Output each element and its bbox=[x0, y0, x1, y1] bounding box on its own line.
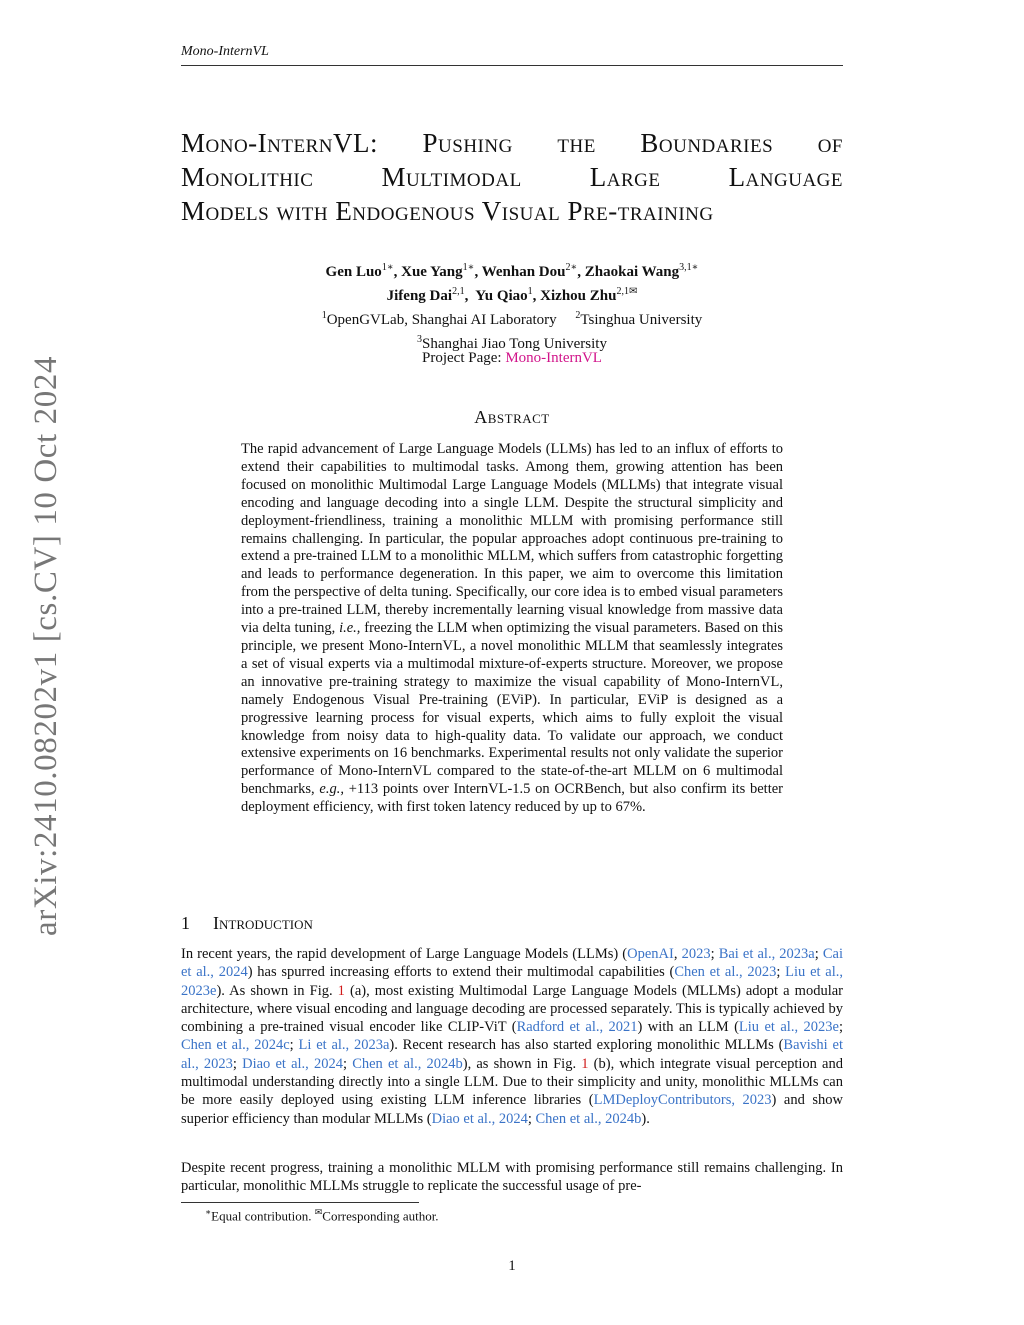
figure-ref-link[interactable]: 1 bbox=[337, 982, 345, 999]
citation-link[interactable]: Chen et al., 2023 bbox=[674, 964, 777, 981]
title-line: Models with Endogenous Visual Pre-training bbox=[181, 196, 714, 226]
footnote-rule bbox=[181, 1202, 419, 1203]
author-affiliation-mark: 3,1∗ bbox=[679, 262, 699, 273]
abstract-emphasis: e.g., bbox=[319, 781, 344, 798]
citation-link[interactable]: Chen et al., 2024b bbox=[352, 1055, 463, 1072]
footnote bbox=[181, 1207, 843, 1224]
paper-title bbox=[181, 126, 843, 228]
citation-link[interactable]: 2023 bbox=[681, 946, 711, 962]
author-affiliation-mark: 1 bbox=[527, 286, 533, 297]
citation-link[interactable]: Chen et al., 2024b bbox=[535, 1110, 642, 1127]
citation-link[interactable]: Cai et al., 2024 bbox=[181, 946, 843, 981]
author-name: Gen Luo bbox=[325, 264, 382, 280]
citation-link[interactable]: Bavishi et al., 2023 bbox=[181, 1037, 843, 1072]
citation-link[interactable]: Liu et al., 2023e bbox=[738, 1019, 839, 1036]
affiliation: Tsinghua University bbox=[580, 312, 703, 328]
footnote-text: Equal contribution. bbox=[211, 1208, 315, 1224]
author-affiliation-mark: 2,1✉ bbox=[616, 286, 638, 297]
abstract-emphasis: i.e., bbox=[339, 620, 361, 637]
footnote-text: Corresponding author. bbox=[322, 1208, 439, 1224]
project-label: Project Page: bbox=[422, 350, 502, 366]
figure-ref-link[interactable]: 1 bbox=[581, 1055, 589, 1072]
affiliation: Shanghai Jiao Tong University bbox=[422, 336, 607, 352]
citation-link[interactable]: Diao et al., 2024 bbox=[431, 1110, 528, 1127]
citation-link[interactable]: Chen et al., 2024c bbox=[181, 1037, 290, 1054]
author-affiliation-mark: 1∗ bbox=[381, 262, 394, 273]
section-title: Introduction bbox=[213, 913, 313, 933]
author-name: Xizhou Zhu bbox=[540, 288, 617, 304]
citation-link[interactable]: Radford et al., 2021 bbox=[516, 1019, 638, 1036]
footnote-mark: ∗ bbox=[205, 1207, 212, 1217]
affiliation-mark: 1 bbox=[321, 310, 327, 321]
header-rule bbox=[181, 65, 843, 66]
affiliation-line-1 bbox=[181, 306, 843, 330]
citation-link[interactable]: Bai et al., 2023a bbox=[718, 946, 815, 962]
citation-link[interactable]: Diao et al., 2024 bbox=[242, 1055, 343, 1072]
section-number: 1 bbox=[181, 913, 190, 933]
author-name: Zhaokai Wang bbox=[584, 264, 680, 280]
arxiv-stamp: arXiv:2410.08202v1 [cs.CV] 10 Oct 2024 bbox=[28, 355, 64, 936]
abstract-segment: freezing the LLM when optimizing the visual parameters. Based on this principle, we present Mono-InternVL, a novel monolithic MLLM that seamlessly integrates a set of visual experts via a multimodal mixture-of-experts structure. Moreover, we propose an innovative pre-training strategy to maximize the visual capability of Mono-InternVL, namely Endogenous Visual Pre-training (EViP). In particular, EViP is designed as a progressive learning process for visual experts, which aims to fully exploit the visual knowledge from noisy data to high-quality data. To validate our approach, we conduct extensive experiments on 16 benchmarks. Experimental results not only validate the superior performance of Mono-InternVL compared to the state-of-the-art MLLM on 6 multimodal benchmarks, bbox=[241, 620, 784, 798]
section-heading-introduction bbox=[181, 913, 843, 934]
abstract-segment: +113 points over InternVL-1.5 on OCRBench, but also confirm its better deployment efficiency, with first token latency reduced by up to 67%. bbox=[241, 781, 784, 816]
citation-link[interactable]: Liu et al., 2023e bbox=[181, 964, 844, 999]
project-page bbox=[181, 350, 843, 367]
author-name: Xue Yang bbox=[401, 264, 463, 280]
author-name: Jifeng Dai bbox=[386, 288, 453, 304]
title-line: Mono-InternVL: Pushing the Boundaries of bbox=[181, 128, 843, 158]
author-name: Yu Qiao bbox=[475, 288, 528, 304]
author-name: Wenhan Dou bbox=[481, 264, 566, 280]
author-affiliation-mark: 1∗ bbox=[462, 262, 475, 273]
citation-link[interactable]: OpenAI bbox=[627, 946, 674, 962]
citation-link[interactable]: Li et al., 2023a bbox=[298, 1037, 390, 1054]
mail-icon: ✉ bbox=[314, 1207, 323, 1217]
affiliation: OpenGVLab, Shanghai AI Laboratory bbox=[326, 312, 557, 328]
author-block bbox=[181, 258, 843, 354]
page-number: 1 bbox=[508, 1258, 516, 1274]
project-link[interactable]: Mono-InternVL bbox=[505, 350, 602, 366]
running-header: Mono-InternVL bbox=[181, 44, 269, 59]
intro-paragraph-2: Despite recent progress, training a monolithic MLLM with promising performance still remains challenging. In particular, monolithic MLLMs struggle to replicate the successful usage of pre- bbox=[181, 1160, 843, 1195]
intro-paragraph-1: In recent years, the rapid development of Large Language Models (LLMs) (OpenAI, 2023; Bai et al., 2023a; Cai et al., 2024) has spurred increasing efforts to extend their multimodal capabilities (Chen et al., 2023; Liu et al., 2023e). As shown in Fig. 1 (a), most existing Multimodal Large Language Models (MLLMs) adopt a modular architecture, where visual encoding and language decoding are processed separately. This is typically achieved by combining a pre-trained visual encoder like CLIP-ViT (Radford et al., 2021) with an LLM (Liu et al., 2023e; Chen et al., 2024c; Li et al., 2023a). Recent research has also started exploring monolithic MLLMs (Bavishi et al., 2023; Diao et al., 2024; Chen et al., 2024b), as shown in Fig. 1 (b), which integrate visual perception and multimodal understanding directly into a single LLM. Due to their simplicity and unity, monolithic MLLMs can be more easily deployed using existing LLM inference libraries (LMDeployContributors, 2023) and show superior efficiency than modular MLLMs (Diao et al., 2024; Chen et al., 2024b). bbox=[181, 946, 844, 1127]
citation-link[interactable]: LMDeployContributors, 2023 bbox=[593, 1092, 772, 1109]
author-affiliation-mark: 2∗ bbox=[565, 262, 578, 273]
title-line: Monolithic Multimodal Large Language bbox=[181, 162, 843, 192]
affiliation-mark: 2 bbox=[575, 310, 581, 321]
author-affiliation-mark: 2,1 bbox=[452, 286, 465, 297]
abstract-segment: The rapid advancement of Large Language Models (LLMs) has led to an influx of efforts to extend their capabilities to multimodal tasks. Among them, growing attention has been focused on monolithic Multimodal Large Language Models (MLLMs) that integrate visual encoding and language decoding into a single LLM. Despite the structural simplicity and deployment-friendliness, training a monolithic MLLM with promising performance still remains challenging. In particular, the popular approaches adopt continuous pre-training to extend a pre-trained LLM to a monolithic MLLM, which suffers from catastrophic forgetting and leads to performance degeneration. In this paper, we aim to overcome this limitation from the perspective of delta tuning. Specifically, our core idea is to embed visual parameters into a pre-trained LLM, thereby incrementally learning visual knowledge from massive data via delta tuning, bbox=[241, 441, 783, 637]
author-line-2: Jifeng Dai$^{2,1}$, Yu Qiao$^1$, Xizhou Zhu$^{2,1✉}$ bbox=[386, 286, 638, 304]
author-line-1: Gen Luo$^{1∗}$, Xue Yang$^{1∗}$, Wenhan Dou$^{2∗}$, Zhaokai Wang$^{3,1∗}$ bbox=[325, 262, 699, 280]
abstract-heading: Abstract bbox=[474, 407, 550, 427]
affiliation-mark: 3 bbox=[417, 334, 423, 345]
abstract-text bbox=[241, 441, 783, 817]
